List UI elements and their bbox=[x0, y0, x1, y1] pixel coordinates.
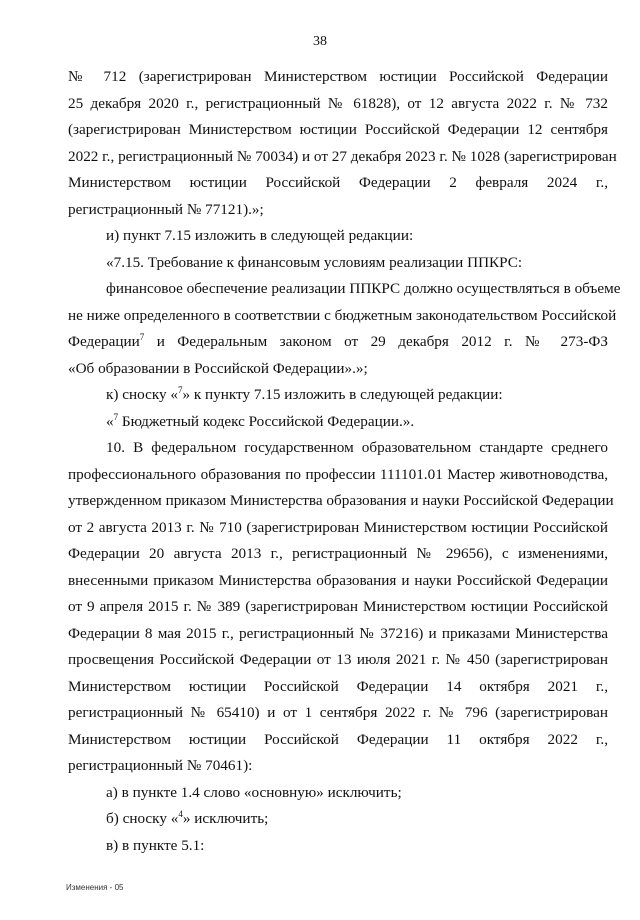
line-text: профессионального образования по профессии 111101.01 Мастер животноводства, bbox=[68, 465, 608, 483]
text-line bbox=[68, 833, 608, 860]
text-line bbox=[68, 700, 608, 727]
line-text: Бюджетный кодекс Российской Федерации.». bbox=[118, 412, 415, 430]
text-line bbox=[68, 409, 608, 436]
line-text: » исключить; bbox=[182, 810, 269, 827]
line-text: «Об образовании в Российской Федерации».»; bbox=[68, 359, 368, 377]
line-text: б) сноску « bbox=[106, 810, 179, 827]
text-line bbox=[68, 753, 608, 780]
text-line bbox=[68, 303, 617, 330]
text-line bbox=[68, 329, 608, 356]
text-line bbox=[68, 64, 608, 91]
line-text: от 9 апреля 2015 г. № 389 (зарегистрирован Министерством юстиции Российской bbox=[68, 598, 608, 615]
text-line bbox=[68, 462, 608, 489]
page-number: 38 bbox=[313, 34, 327, 49]
line-text: не ниже определенного в соответствии с бюджетным законодательством Российской bbox=[68, 306, 617, 324]
text-line bbox=[68, 117, 608, 144]
text-line bbox=[68, 144, 617, 171]
text-line bbox=[68, 250, 608, 277]
text-line bbox=[68, 356, 608, 383]
line-text: регистрационный № 65410) и от 1 сентября 2022 г. № 796 (зарегистрирован bbox=[68, 704, 608, 721]
text-line bbox=[68, 806, 608, 833]
line-text: Федерации 8 мая 2015 г., регистрационный № 37216) и приказами Министерства bbox=[68, 624, 608, 642]
line-text: и) пункт 7.15 изложить в следующей редакции: bbox=[106, 227, 414, 244]
text-line bbox=[68, 727, 608, 754]
line-text: «7.15. Требование к финансовым условиям реализации ППКРС: bbox=[106, 253, 523, 271]
line-text: финансовое обеспечение реализации ППКРС должно осуществляться в объеме bbox=[106, 280, 621, 297]
text-line bbox=[68, 515, 608, 542]
text-line bbox=[68, 647, 608, 674]
text-line bbox=[68, 170, 608, 197]
text-line bbox=[68, 568, 608, 595]
line-text: регистрационный № 77121).»; bbox=[68, 200, 264, 218]
text-line bbox=[68, 674, 608, 701]
line-text: в) в пункте 5.1: bbox=[106, 836, 205, 854]
line-text: утвержденном приказом Министерства образования и науки Российской Федерации bbox=[68, 492, 614, 509]
text-line bbox=[68, 197, 608, 224]
text-line bbox=[68, 594, 608, 621]
line-text: № 712 (зарегистрирован Министерством юстиции Российской Федерации bbox=[68, 68, 608, 85]
line-text: просвещения Российской Федерации от 13 июля 2021 г. № 450 (зарегистрирован bbox=[68, 651, 608, 668]
line-text: 25 декабря 2020 г., регистрационный № 61828), от 12 августа 2022 г. № 732 bbox=[68, 94, 608, 112]
text-line bbox=[68, 91, 608, 118]
line-text: 10. В федеральном государственном образовательном стандарте среднего bbox=[106, 439, 608, 456]
text-line bbox=[68, 382, 608, 409]
document-body bbox=[68, 64, 621, 859]
line-text: Министерством юстиции Российской Федерации 2 февраля 2024 г., bbox=[68, 174, 608, 191]
line-text: регистрационный № 70461): bbox=[68, 757, 253, 774]
text-line bbox=[68, 276, 621, 303]
text-line bbox=[68, 780, 608, 807]
footnote-ref: 4 bbox=[178, 809, 183, 819]
line-text: (зарегистрирован Министерством юстиции Российской Федерации 12 сентября bbox=[68, 121, 608, 138]
text-line bbox=[68, 435, 608, 462]
footnote-ref: 7 bbox=[139, 332, 145, 342]
footnote-ref: 7 bbox=[177, 385, 183, 395]
line-text: Министерством юстиции Российской Федерации 14 октября 2021 г., bbox=[68, 677, 608, 695]
line-text: Министерством юстиции Российской Федерации 11 октября 2022 г., bbox=[68, 730, 608, 748]
text-line bbox=[68, 621, 608, 648]
line-text: 2022 г., регистрационный № 70034) и от 27 декабря 2023 г. № 1028 (зарегистрирован bbox=[68, 147, 617, 165]
text-line bbox=[68, 223, 608, 250]
text-line bbox=[68, 488, 614, 515]
line-text: « bbox=[106, 412, 114, 430]
line-text: к) сноску « bbox=[106, 386, 178, 403]
line-text: Федерации 20 августа 2013 г., регистрационный № 29656), с изменениями, bbox=[68, 545, 608, 562]
line-text: внесенными приказом Министерства образования и науки Российской Федерации bbox=[68, 571, 608, 589]
line-text: от 2 августа 2013 г. № 710 (зарегистрирован Министерством юстиции Российской bbox=[68, 518, 608, 536]
text-line bbox=[68, 541, 608, 568]
footnote-ref: 7 bbox=[113, 411, 119, 422]
footer-note: Изменения - 05 bbox=[66, 883, 124, 892]
line-text: а) в пункте 1.4 слово «основную» исключить; bbox=[106, 783, 402, 801]
line-text: » к пункту 7.15 изложить в следующей редакции: bbox=[182, 386, 503, 403]
line-text: и Федеральным законом от 29 декабря 2012 г. № 273-ФЗ bbox=[144, 333, 608, 350]
line-text: Федерации bbox=[68, 333, 140, 350]
